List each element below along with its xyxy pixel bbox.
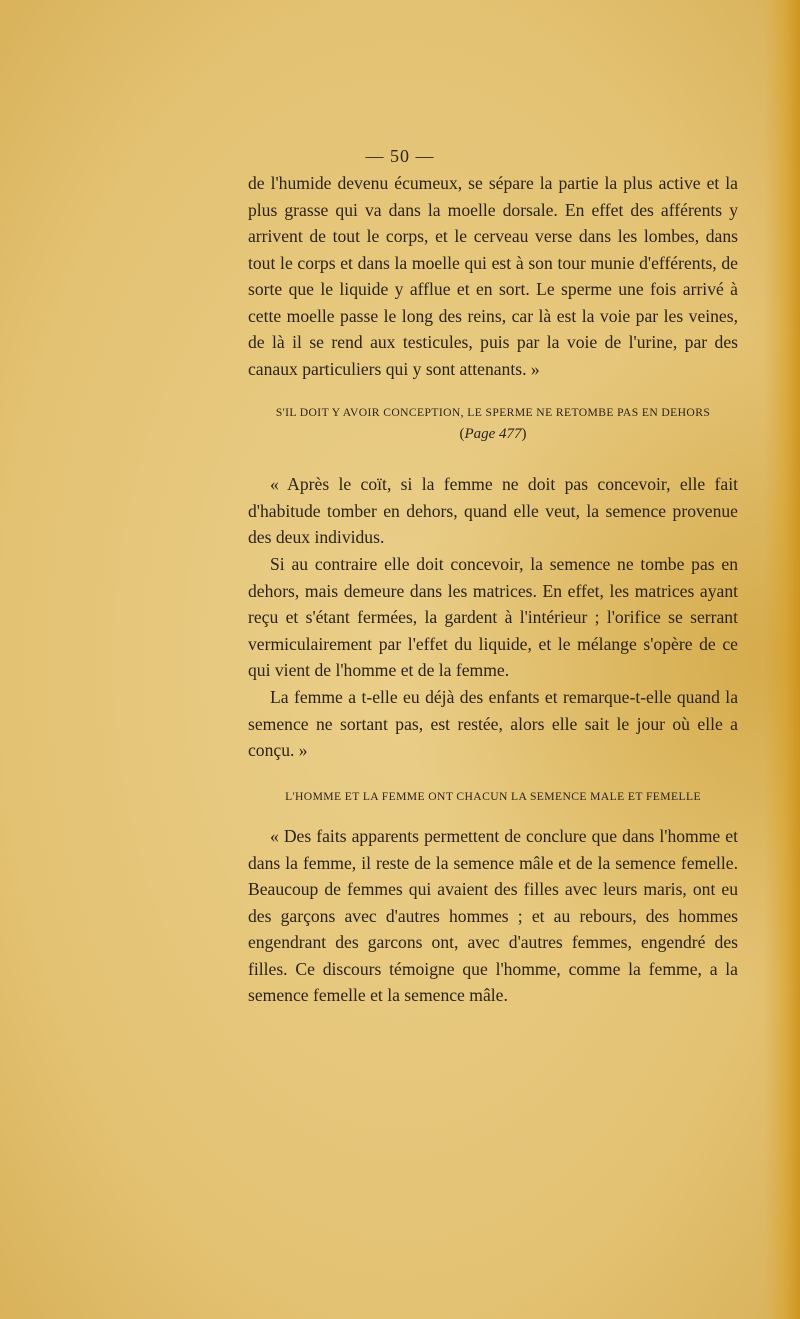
section-heading-page-reference: (Page 477) xyxy=(459,426,527,442)
page-edge-shadow xyxy=(764,0,800,1319)
paragraph-1: de l'humide devenu écumeux, se sépare la partie la plus active et la plus grasse qui va dans la moelle dorsale. En effet des afférents y arrivent de tout le corps, et le cerveau verse dans les lombes, dans tout le corps et dans la moelle qui est à son tour munie d'efférents, de sorte que le liquide y afflue et en sort. Le sperme une fois arrivé à cette moelle passe le long des reins, car là est la voie par les veines, de là il se rend aux testicules, puis par la voie de l'urine, par des canaux particuliers qui y sont attenants. » xyxy=(248,173,738,379)
paragraph-4: La femme a t-elle eu déjà des enfants et remarque-t-elle quand la semence ne sortant pas, est restée, alors elle sait le jour où elle a conçu. » xyxy=(248,687,738,760)
section-heading-semence: L'HOMME ET LA FEMME ONT CHACUN LA SEMENCE MALE ET FEMELLE xyxy=(285,790,701,803)
page-number: — 50 — xyxy=(365,146,435,166)
paragraph-2: « Après le coït, si la femme ne doit pas concevoir, elle fait d'habitude tomber en dehors, quand elle veut, la semence provenue des deux individus. xyxy=(248,474,738,547)
section-heading-conception: S'IL DOIT Y AVOIR CONCEPTION, LE SPERME NE RETOMBE PAS EN DEHORS xyxy=(275,406,711,419)
paragraph-5: « Des faits apparents permettent de conclure que dans l'homme et dans la femme, il reste de la semence mâle et de la semence femelle. Beaucoup de femmes qui avaient des filles avec leurs maris, ont eu des garçons avec d'autres hommes ; et au rebours, des hommes engendrant des garcons ont, avec d'autres femmes, engendré des filles. Ce discours témoigne que l'homme, comme la femme, a la semence femelle et la semence mâle. xyxy=(248,826,738,1005)
paragraph-3: Si au contraire elle doit concevoir, la semence ne tombe pas en dehors, mais demeure dans les matrices. En effet, les matrices ayant reçu et s'étant fermées, la gardent à l'intérieur ; l'orifice se serrant vermiculairement par l'effet du liquide, et le mélange s'opère de ce qui vient de l'homme et de la femme. xyxy=(248,554,738,680)
